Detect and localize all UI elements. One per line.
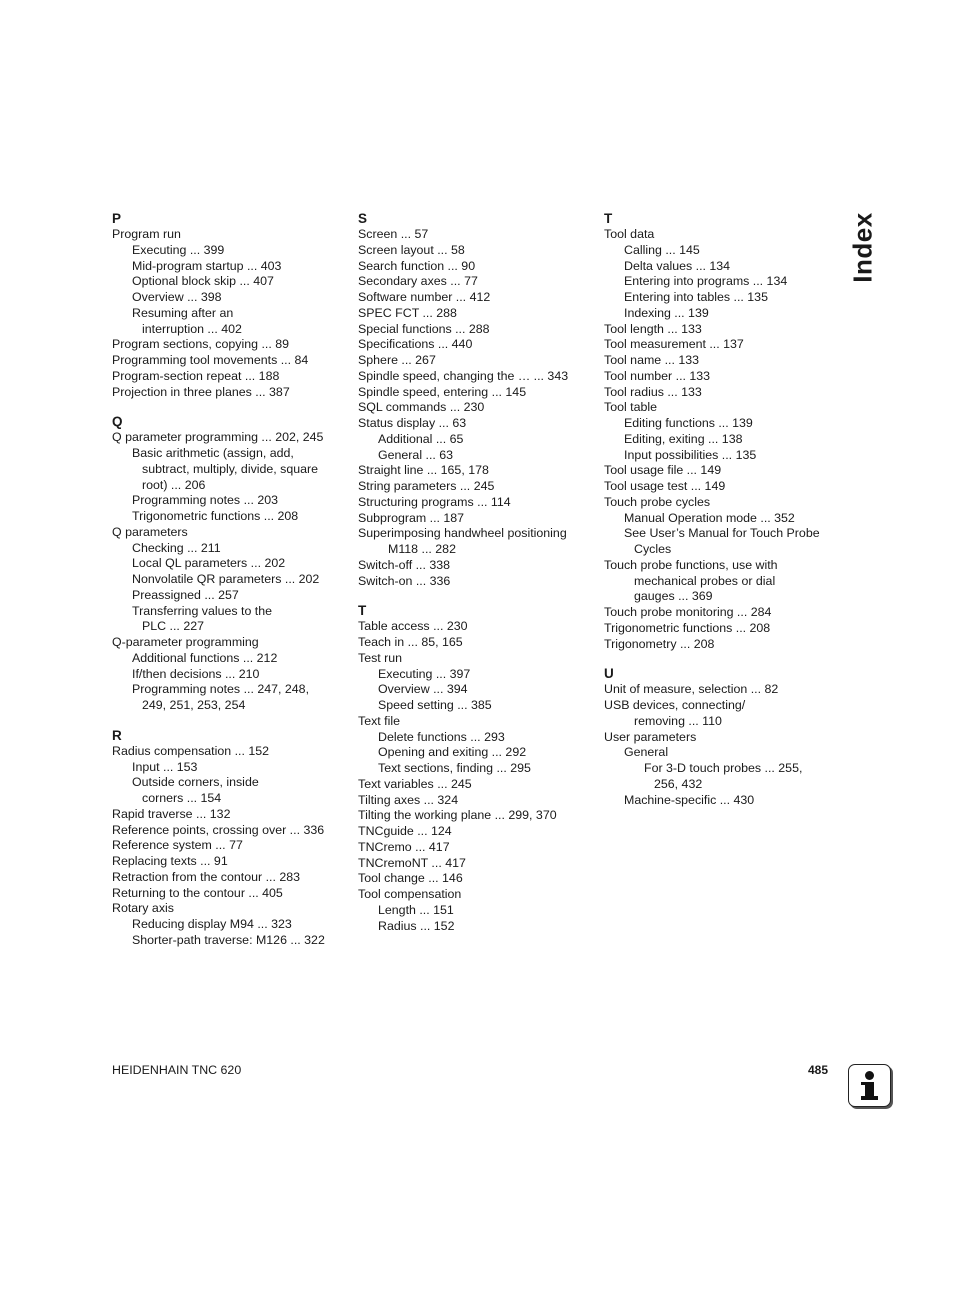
- index-entry: Nonvolatile QR parameters ... 202: [132, 572, 320, 586]
- index-column-2: [358, 211, 588, 934]
- index-entry: Special functions ... 288: [358, 321, 490, 336]
- index-entry: If/then decisions ... 210: [132, 666, 260, 681]
- index-entry: Tool usage test ... 149: [604, 479, 726, 493]
- index-entry: Machine-specific ... 430: [624, 792, 755, 807]
- info-icon: [848, 1064, 891, 1107]
- index-section-q: [112, 414, 342, 714]
- index-entry: 249, 251, 253, 254: [142, 698, 246, 712]
- index-entry: Editing, exiting ... 138: [624, 431, 743, 446]
- index-entry: Tool table: [604, 400, 658, 415]
- index-entry: SPEC FCT ... 288: [358, 305, 457, 320]
- index-entry: Rapid traverse ... 132: [112, 806, 231, 821]
- index-entry: Replacing texts ... 91: [112, 854, 228, 868]
- index-entry: Switch-off ... 338: [358, 557, 451, 572]
- index-column-3: [604, 211, 834, 808]
- index-entry: Programming notes ... 203: [132, 493, 279, 508]
- side-title-text: Index: [847, 211, 878, 283]
- index-entry: Software number ... 412: [358, 290, 491, 304]
- index-entry: Specifications ... 440: [358, 337, 473, 352]
- index-entry: PLC ... 227: [142, 619, 204, 634]
- index-entry: Spindle speed, entering ... 145: [358, 384, 527, 399]
- index-entry: Entering into tables ... 135: [624, 290, 768, 304]
- index-entry: Overview ... 394: [378, 682, 468, 697]
- index-entry: Touch probe monitoring ... 284: [604, 605, 772, 619]
- index-entry: Unit of measure, selection ... 82: [604, 682, 779, 697]
- index-entry: M118 ... 282: [388, 542, 456, 556]
- page-number: 485: [808, 1063, 829, 1077]
- section-letter: T: [358, 603, 367, 619]
- index-entry: Text file: [358, 713, 401, 728]
- index-entry: Trigonometric functions ... 208: [604, 620, 771, 635]
- index-entry: Tool usage file ... 149: [604, 463, 722, 478]
- index-entry: Radius ... 152: [378, 918, 455, 933]
- index-entry: Checking ... 211: [132, 540, 221, 555]
- index-entry: Tilting the working plane ... 299, 370: [358, 808, 557, 823]
- index-entry: Resuming after an: [132, 305, 234, 320]
- index-entry: Editing functions ... 139: [624, 416, 753, 430]
- index-entry: Optional block skip ... 407: [132, 274, 274, 289]
- side-title: [832, 212, 894, 282]
- index-entry: Reference points, crossing over ... 336: [112, 822, 325, 837]
- index-entry: Entering into programs ... 134: [624, 274, 788, 289]
- index-entry: General: [624, 745, 669, 760]
- index-entry: Cycles: [634, 542, 672, 556]
- index-entry: Input possibilities ... 135: [624, 447, 757, 462]
- index-entry: Speed setting ... 385: [378, 698, 492, 712]
- index-entry: Secondary axes ... 77: [358, 274, 478, 289]
- index-entry: TNCguide ... 124: [358, 824, 452, 838]
- index-entry: Trigonometry ... 208: [604, 636, 715, 651]
- index-entry: Q parameter programming ... 202, 245: [112, 430, 324, 445]
- index-entry: Tool measurement ... 137: [604, 337, 744, 352]
- index-entry: TNCremo ... 417: [358, 839, 450, 854]
- index-section-r: [112, 728, 342, 949]
- index-entry: Superimposing handwheel positioning: [358, 526, 567, 541]
- index-entry: corners ... 154: [142, 791, 222, 805]
- index-entry: Tool compensation: [358, 887, 462, 901]
- index-section-t: [604, 211, 834, 652]
- index-column-1: [112, 211, 342, 949]
- index-entry: Text sections, finding ... 295: [378, 761, 531, 775]
- index-entry: General ... 63: [378, 447, 454, 462]
- index-entry: Tool data: [604, 227, 655, 241]
- index-entry: Tool radius ... 133: [604, 384, 702, 399]
- index-entry: removing ... 110: [634, 713, 722, 728]
- index-entry: Table access ... 230: [358, 619, 468, 634]
- index-entry: Screen layout ... 58: [358, 242, 465, 257]
- index-entry: Projection in three planes ... 387: [112, 384, 290, 399]
- index-section-s: [358, 211, 588, 589]
- index-entry: Tilting axes ... 324: [358, 792, 459, 807]
- index-entry: TNCremoNT ... 417: [358, 855, 466, 870]
- index-section-p: [112, 211, 342, 400]
- index-entry: Text variables ... 245: [358, 776, 472, 791]
- index-entry: Input ... 153: [132, 759, 198, 774]
- index-entry: See User’s Manual for Touch Probe: [624, 526, 820, 541]
- footer-product-name: HEIDENHAIN TNC 620: [112, 1063, 242, 1077]
- index-entry: Tool name ... 133: [604, 353, 700, 367]
- index-entry: Returning to the contour ... 405: [112, 885, 283, 900]
- index-entry: Outside corners, inside: [132, 775, 259, 790]
- index-entry: Touch probe cycles: [604, 494, 711, 509]
- section-letter: R: [112, 727, 122, 743]
- index-entry: Basic arithmetic (assign, add,: [132, 446, 294, 460]
- index-entry: Delta values ... 134: [624, 258, 731, 273]
- index-entry: Executing ... 397: [378, 666, 471, 681]
- section-letter: T: [604, 211, 613, 226]
- index-entry: Test run: [358, 650, 403, 665]
- index-section-t: [358, 603, 588, 934]
- index-entry: Sphere ... 267: [358, 353, 436, 367]
- index-entry: Programming notes ... 247, 248,: [132, 682, 310, 697]
- index-entry: Manual Operation mode ... 352: [624, 510, 795, 525]
- index-entry: Touch probe functions, use with: [604, 557, 778, 572]
- index-entry: Length ... 151: [378, 902, 454, 917]
- index-entry: Program-section repeat ... 188: [112, 368, 280, 383]
- index-entry: Preassigned ... 257: [132, 587, 239, 602]
- index-entry: Rotary axis: [112, 901, 174, 916]
- index-entry: Program run: [112, 227, 181, 241]
- index-entry: Radius compensation ... 152: [112, 743, 270, 758]
- index-entry: Opening and exiting ... 292: [378, 745, 527, 760]
- index-entry: Programming tool movements ... 84: [112, 353, 309, 367]
- index-entry: Spindle speed, changing the … ... 343: [358, 368, 569, 383]
- index-entry: Additional functions ... 212: [132, 650, 278, 665]
- index-entry: Status display ... 63: [358, 416, 467, 430]
- index-entry: subtract, multiply, divide, square: [142, 461, 319, 476]
- index-entry: Additional ... 65: [378, 431, 464, 446]
- index-entry: gauges ... 369: [634, 589, 713, 604]
- index-entry: User parameters: [604, 729, 697, 744]
- index-section-u: [604, 666, 834, 808]
- index-entry: Q-parameter programming: [112, 635, 259, 649]
- section-letter: P: [112, 211, 122, 226]
- index-entry: USB devices, connecting/: [604, 698, 746, 712]
- section-letter: S: [358, 211, 368, 226]
- index-entry: Tool change ... 146: [358, 871, 463, 886]
- index-entry: Structuring programs ... 114: [358, 494, 511, 509]
- index-entry: Tool number ... 133: [604, 368, 711, 383]
- index-entry: Local QL parameters ... 202: [132, 556, 286, 571]
- index-entry: For 3-D touch probes ... 255,: [644, 761, 803, 775]
- index-entry: Transferring values to the: [132, 603, 273, 618]
- section-letter: Q: [112, 414, 123, 430]
- index-entry: Reference system ... 77: [112, 838, 243, 853]
- index-entry: Calling ... 145: [624, 242, 700, 257]
- index-entry: SQL commands ... 230: [358, 400, 485, 415]
- index-entry: Overview ... 398: [132, 290, 222, 304]
- index-entry: Tool length ... 133: [604, 321, 702, 336]
- index-entry: Retraction from the contour ... 283: [112, 869, 301, 884]
- index-entry: String parameters ... 245: [358, 479, 495, 493]
- index-entry: Indexing ... 139: [624, 305, 709, 320]
- index-entry: root) ... 206: [142, 477, 206, 492]
- index-entry: Search function ... 90: [358, 258, 476, 273]
- index-entry: Mid-program startup ... 403: [132, 258, 282, 273]
- section-letter: U: [604, 666, 614, 682]
- index-entry: interruption ... 402: [142, 321, 242, 336]
- index-entry: Shorter-path traverse: M126 ... 322: [132, 932, 325, 947]
- index-entry: Reducing display M94 ... 323: [132, 917, 292, 931]
- index-entry: Switch-on ... 336: [358, 573, 451, 588]
- index-entry: Straight line ... 165, 178: [358, 463, 489, 478]
- index-entry: Screen ... 57: [358, 227, 429, 241]
- index-entry: Teach in ... 85, 165: [358, 635, 463, 649]
- index-entry: Program sections, copying ... 89: [112, 337, 289, 352]
- index-entry: mechanical probes or dial: [634, 573, 776, 588]
- index-entry: Executing ... 399: [132, 242, 225, 257]
- index-entry: Q parameters: [112, 524, 188, 539]
- index-entry: Trigonometric functions ... 208: [132, 509, 299, 523]
- index-entry: 256, 432: [654, 776, 703, 791]
- index-entry: Subprogram ... 187: [358, 510, 465, 525]
- index-entry: Delete functions ... 293: [378, 729, 505, 744]
